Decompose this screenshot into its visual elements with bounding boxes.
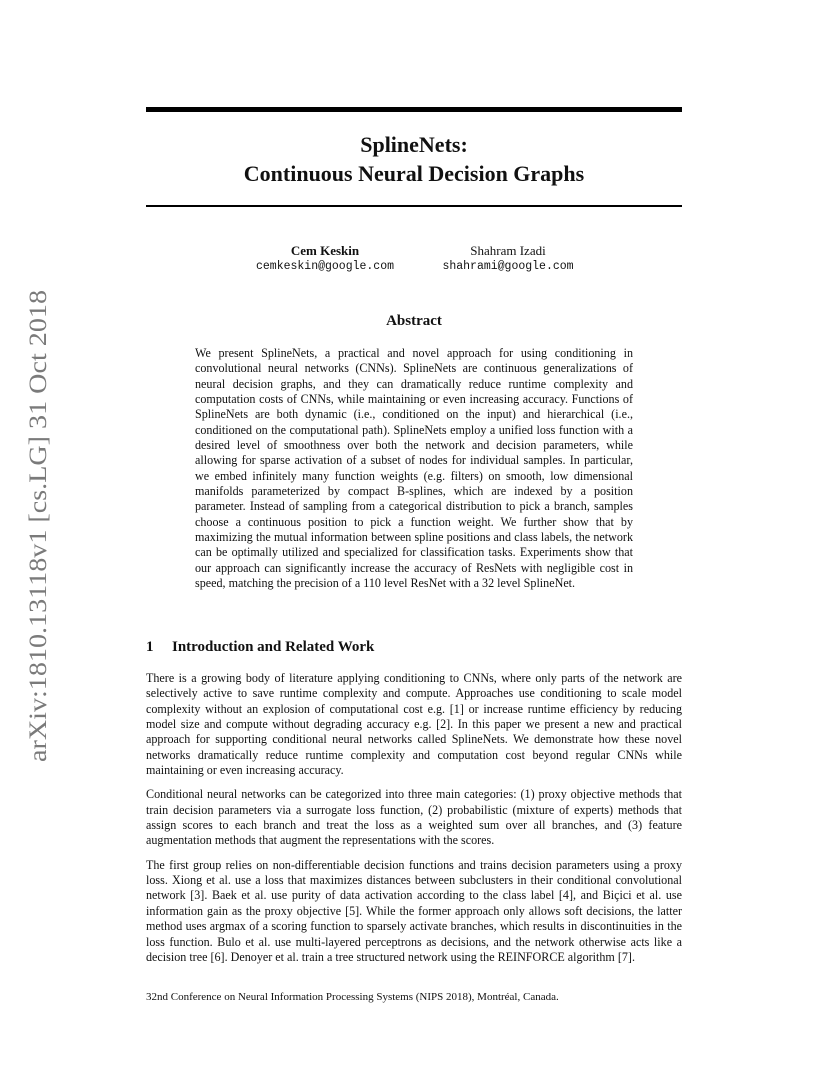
author-email: cemkeskin@google.com <box>255 260 395 273</box>
author-block-1 <box>225 242 425 275</box>
abstract-heading: Abstract <box>386 313 442 329</box>
paragraph: The first group relies on non-differentiable decision functions and trains decision parameters using a proxy loss. Xiong et al. use a loss that maximizes distances between subclusters in their conditional convolutional network [3]. Baek et al. use purity of data activation according to the class label [4], and Biçici et al. use information gain as the proxy objective [5]. While the former approach only allows soft decisions, the latter method uses argmax of a scoring function to sparsely activate branches, which results in discontinuities in the loss function. Bulo et al. use multi-layered perceptrons as decisions, and the network otherwise acts like a decision tree [6]. Denoyer et al. train a tree structured network using the REINFORCE algorithm [7]. <box>146 857 682 964</box>
conference-footnote: 32nd Conference on Neural Information Processing Systems (NIPS 2018), Montréal, Canada. <box>146 991 559 1003</box>
author-block-2 <box>408 242 608 275</box>
section-number: 1 <box>146 639 154 655</box>
author-name: Cem Keskin <box>290 243 360 258</box>
paper-title <box>146 130 682 188</box>
arxiv-identifier-stamp <box>20 290 52 762</box>
author-email: shahrami@google.com <box>442 260 574 273</box>
abstract-text: We present SplineNets, a practical and novel approach for using conditioning in convolutional neural networks (CNNs). SplineNets are continuous generalizations of neural decision graphs, and they can dramatically reduce runtime complexity and computation costs of CNNs, while maintaining or even increasing accuracy. Functions of SplineNets are both dynamic (i.e., conditioned on the input) and hierarchical (i.e., conditioned on the computational path). SplineNets employ a unified loss function with a desired level of smoothness over both the network and decision parameters, while allowing for sparse activation of a subset of nodes for individual samples. In particular, we embed infinitely many function weights (e.g. filters) on smooth, low dimensional manifolds parameterized by compact B-splines, which are indexed by a position parameter. Instead of sampling from a categorical distribution to pick a branch, samples choose a continuous position to pick a function weight. We further show that by maximizing the mutual information between spline positions and class labels, the network can be optimally utilized and specialized for classification tasks. Experiments show that our approach can significantly increase the accuracy of ResNets with negligible cost in speed, matching the precision of a 110 level ResNet with a 32 level SplineNet. <box>195 346 633 591</box>
abstract-body <box>195 346 633 592</box>
paragraph: Conditional neural networks can be categorized into three main categories: (1) proxy objective methods that train decision parameters via a surrogate loss function, (2) probabilistic (mixture of experts) methods that assign scores to each branch and treat the loss as a weighted sum over all branches, and (3) feature augmentation methods that augment the representations with the scores. <box>146 787 682 848</box>
paper-title-line-1: SplineNets: <box>360 132 468 157</box>
section-title: Introduction and Related Work <box>172 639 375 655</box>
author-name: Shahram Izadi <box>470 243 546 258</box>
introduction-body <box>146 671 682 974</box>
paragraph: There is a growing body of literature applying conditioning to CNNs, where only parts of the network are selectively active to save runtime complexity and compute. Approaches use conditioning to scale model complexity without an explosion of computational cost e.g. [1] or increase runtime efficiency by reducing model size and compute without degrading accuracy e.g. [2]. In this paper we present a new and practical approach for supporting conditional neural networks called SplineNets. We demonstrate how these novel networks dramatically reduce runtime complexity and computation cost beyond regular CNNs while maintaining or even increasing accuracy. <box>146 671 682 778</box>
section-heading <box>146 637 374 657</box>
title-bottom-rule <box>146 205 682 207</box>
paper-title-line-2: Continuous Neural Decision Graphs <box>243 161 585 186</box>
arxiv-identifier-text: arXiv:1810.13118v1 [cs.LG] 31 Oct 2018 <box>25 342 52 762</box>
title-top-rule <box>146 107 682 112</box>
